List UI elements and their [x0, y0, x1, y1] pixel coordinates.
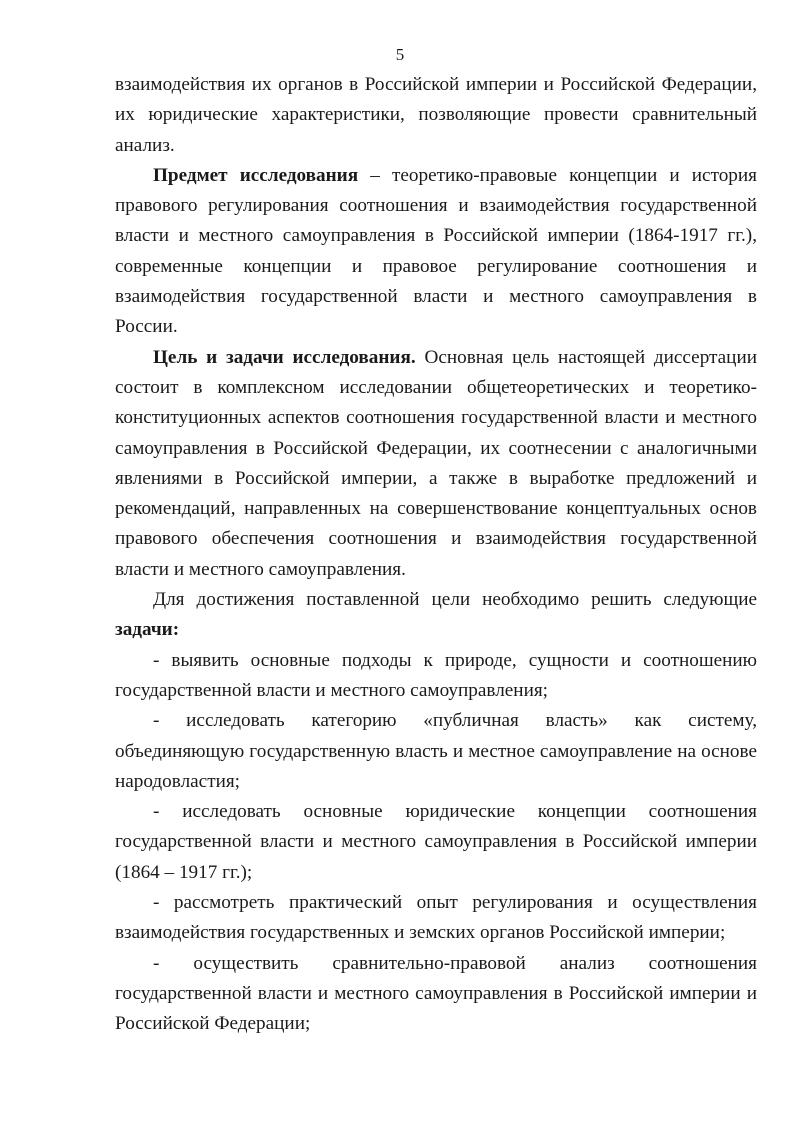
- tasks-intro-text: Для достижения поставленной цели необходимо решить следующие: [153, 589, 757, 611]
- subject-text: – теоретико-правовые концепции и история правового регулирования соотношения и взаимодействия государственной власти и местного самоуправления в Российской империи (1864-1917 гг.), современные концепции и правовое регулирование соотношения и взаимодействия государственной власти и местного самоуправления в России.: [115, 164, 757, 338]
- paragraph-tasks-intro: [115, 585, 757, 646]
- list-item-task-1: - выявить основные подходы к природе, сущности и соотношению государственной власти и местного самоуправления;: [115, 649, 757, 701]
- goal-text: Основная цель настоящей диссертации состоит в комплексном исследовании общетеоретических и теоретико-конституционных аспектов соотношения государственной власти и местного самоуправления в Российской Федерации, их соотнесении с аналогичными явлениями в Российской империи, а также в выработке предложений и рекомендаций, направленных на совершенствование концептуальных основ правового обеспечения соотношения и взаимодействия государственной власти и местного самоуправления.: [115, 346, 757, 580]
- list-item-task-4: - рассмотреть практический опыт регулирования и осуществления взаимодействия государственных и земских органов Российской империи;: [115, 892, 757, 944]
- list-item-task-5: - осуществить сравнительно-правовой анализ соотношения государственной власти и местного самоуправления в Российской империи и Российской Федерации;: [115, 952, 757, 1035]
- goal-heading: Цель и задачи исследования.: [153, 346, 416, 368]
- paragraph-subject: [115, 161, 757, 343]
- document-body: [115, 70, 757, 1040]
- paragraph-goal: [115, 343, 757, 585]
- list-item-task-3: - исследовать основные юридические концепции соотношения государственной власти и местного самоуправления в Российской империи (1864 – 1917 гг.);: [115, 801, 757, 883]
- paragraph-intro-continuation: взаимодействия их органов в Российской империи и Российской Федерации, их юридические характеристики, позволяющие провести сравнительный анализ.: [115, 74, 757, 156]
- subject-heading: Предмет исследования: [153, 164, 359, 186]
- tasks-intro-bold: задачи:: [115, 619, 180, 641]
- list-item-task-2: - исследовать категорию «публичная власть» как систему, объединяющую государственную власть и местное самоуправление на основе народовластия;: [115, 710, 757, 792]
- page-number: 5: [395, 45, 405, 64]
